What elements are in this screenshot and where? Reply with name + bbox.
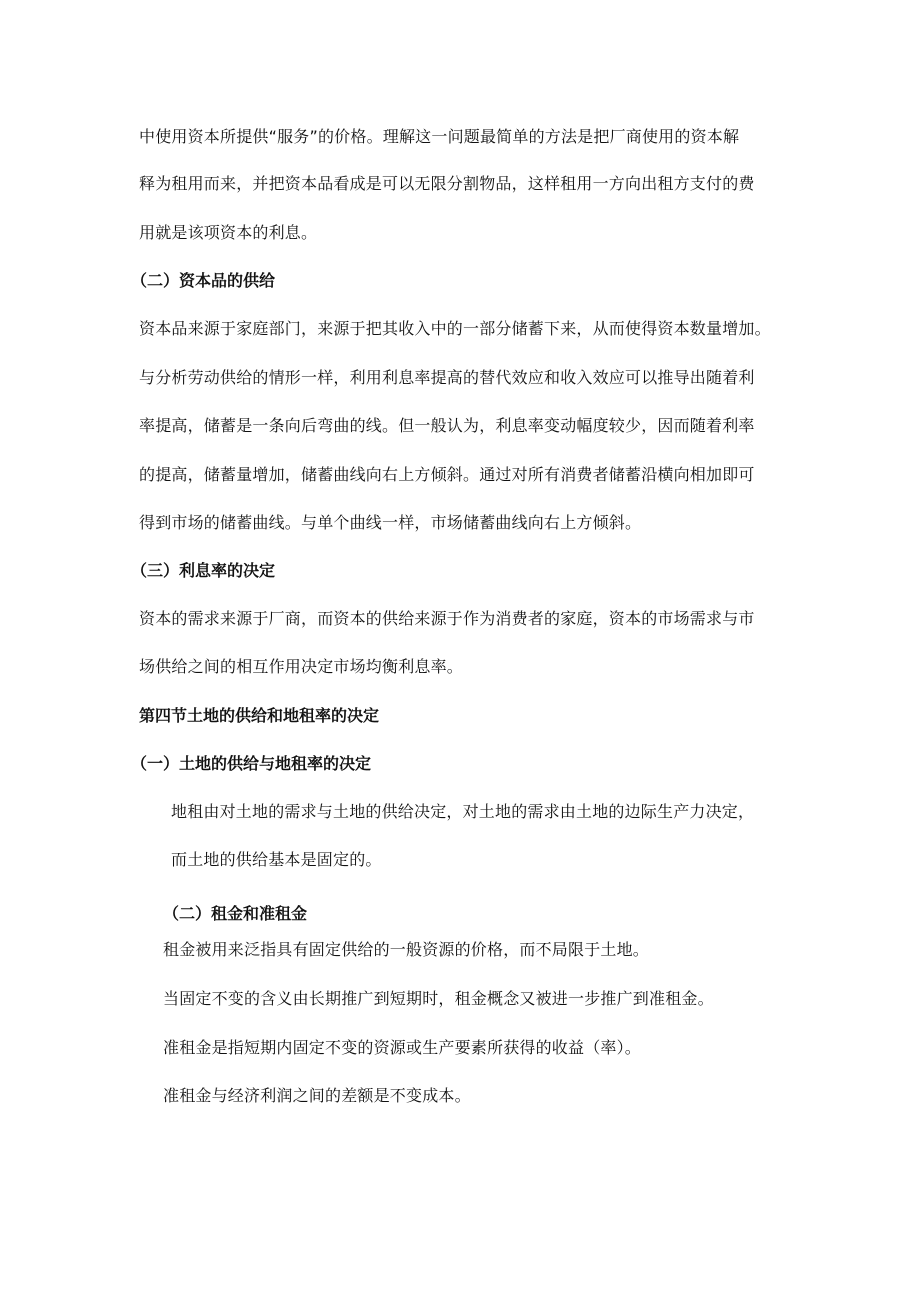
paragraph-line: 而土地的供给基本是固定的。 (171, 850, 382, 869)
paragraph-line: 用就是该项资本的利息。 (139, 223, 318, 242)
paragraph-line: 与分析劳动供给的情形一样，利用利息率提高的替代效应和收入效应可以推导出随着利 (139, 368, 755, 387)
paragraph-line: 场供给之间的相互作用决定市场均衡利息率。 (139, 657, 464, 676)
paragraph-line: 资本品来源于家庭部门，来源于把其收入中的一部分储蓄下来，从而使得资本数量增加。 (139, 319, 771, 338)
paragraph-line: 释为租用而来，并把资本品看成是可以无限分割物品，这样租用一方向出租方支付的费 (139, 174, 755, 193)
paragraph-line: 资本的需求来源于厂商，而资本的供给来源于作为消费者的家庭，资本的市场需求与市 (139, 609, 755, 628)
paragraph-line: 地租由对土地的需求与土地的供给决定，对土地的需求由土地的边际生产力决定， (171, 802, 755, 821)
paragraph-line: 的提高，储蓄量增加，储蓄曲线向右上方倾斜。通过对所有消费者储蓄沿横向相加即可 (139, 465, 755, 484)
paragraph-line: 租金被用来泛指具有固定供给的一般资源的价格，而不局限于土地。 (163, 940, 650, 959)
subheading-land-supply: （一）土地的供给与地租率的决定 (131, 754, 372, 773)
paragraph-line: 得到市场的储蓄曲线。与单个曲线一样，市场储蓄曲线向右上方倾斜。 (139, 513, 642, 532)
paragraph-line: 率提高，储蓄是一条向后弯曲的线。但一般认为，利息率变动幅度较少，因而随着利率 (139, 416, 755, 435)
subheading-rent: （二）租金和准租金 (163, 904, 308, 923)
paragraph-line: 准租金与经济利润之间的差额是不变成本。 (163, 1086, 471, 1105)
subheading-capital-supply: （二）资本品的供给 (131, 271, 276, 290)
subheading-interest-rate: （三）利息率的决定 (131, 561, 276, 580)
paragraph-line: 准租金是指短期内固定不变的资源或生产要素所获得的收益（率）。 (163, 1038, 642, 1057)
section-title: 第四节土地的供给和地租率的决定 (139, 706, 380, 725)
paragraph-line: 中使用资本所提供“服务”的价格。理解这一问题最简单的方法是把厂商使用的资本解 (139, 127, 740, 146)
paragraph-line: 当固定不变的含义由长期推广到短期时，租金概念又被进一步推广到准租金。 (163, 989, 714, 1008)
